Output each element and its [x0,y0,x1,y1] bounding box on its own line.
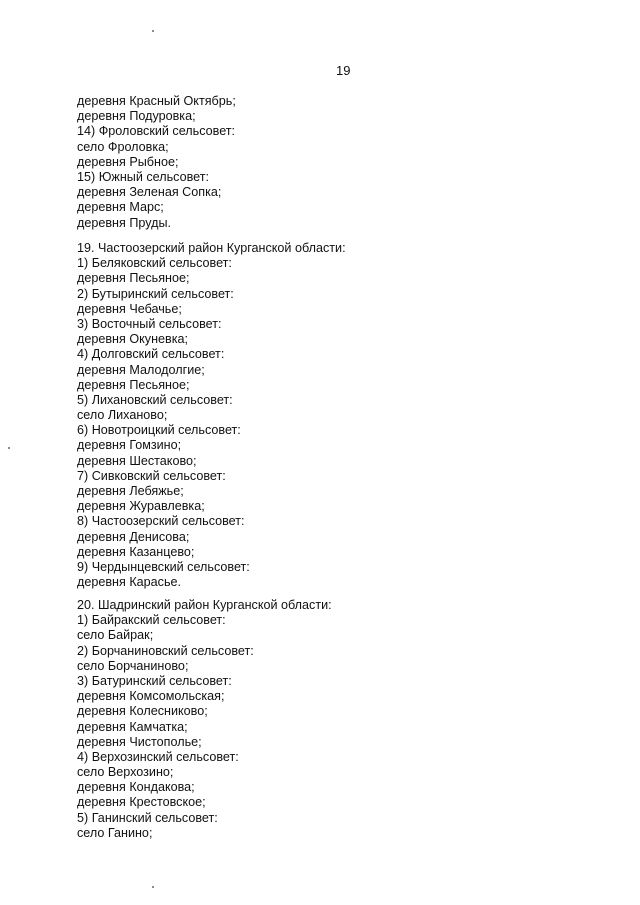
text-block-shadrinsky [77,598,332,841]
text-line: 14) Фроловский сельсовет: [77,124,236,139]
text-line: 5) Ганинский сельсовет: [77,810,218,825]
text-line: 9) Чердынцевский сельсовет: [77,559,250,574]
section-heading: 20. Шадринский район Курганской области: [77,598,332,612]
text-line: деревня Рыбное; [77,154,179,169]
text-line: 2) Бутыринский сельсовет: [77,286,234,301]
text-line: село Байрак; [77,628,154,643]
text-line: деревня Красный Октябрь; [77,94,236,108]
text-line: деревня Лебяжье; [77,484,184,498]
text-line: 4) Верхозинский сельсовет: [77,749,239,764]
text-line: деревня Песьяное; [77,377,190,392]
text-line: 3) Батуринский сельсовет: [77,673,232,688]
text-line: деревня Гомзино; [77,438,182,453]
text-line: деревня Журавлевка; [77,499,205,514]
scan-speck [8,447,10,449]
text-line: 8) Частоозерский сельсовет: [77,514,245,529]
text-line: село Верхозино; [77,765,174,780]
text-line: село Ганино; [77,825,153,840]
text-line: деревня Карасье. [77,575,182,590]
text-block-chastoozersky [77,241,346,590]
scan-speck [152,886,154,888]
text-line: 1) Беляковский сельсовет: [77,256,232,271]
text-block-continuation [77,94,236,231]
text-line: деревня Песьяное; [77,271,190,286]
text-line: деревня Пруды. [77,215,172,230]
text-line: 4) Долговский сельсовет: [77,347,225,362]
text-line: деревня Чистополье; [77,734,202,749]
text-line: 5) Лихановский сельсовет: [77,392,233,407]
text-line: деревня Малодолгие; [77,362,205,377]
text-line: деревня Казанцево; [77,544,195,559]
text-line: деревня Комсомольская; [77,689,225,704]
text-line: деревня Кондакова; [77,780,195,795]
text-line: 1) Байракский сельсовет: [77,613,226,628]
text-line: деревня Шестаково; [77,453,197,468]
scan-speck [152,30,154,32]
text-line: 2) Борчаниновский сельсовет: [77,643,254,658]
text-line: 15) Южный сельсовет: [77,169,210,184]
text-line: деревня Зеленая Сопка; [77,185,222,200]
text-line: деревня Крестовское; [77,795,206,810]
text-line: деревня Колесниково; [77,704,208,719]
text-line: деревня Окуневка; [77,332,189,347]
text-line: 3) Восточный сельсовет: [77,316,222,331]
text-line: деревня Камчатка; [77,719,188,734]
text-line: деревня Марс; [77,200,164,215]
text-line: село Лиханово; [77,408,168,423]
section-heading: 19. Частоозерский район Курганской области: [77,241,346,255]
text-line: село Борчаниново; [77,658,189,673]
text-line: 6) Новотроицкий сельсовет: [77,423,241,438]
text-line: деревня Денисова; [77,529,190,544]
text-line: деревня Подуровка; [77,109,196,124]
text-line: деревня Чебачье; [77,301,182,316]
page-number: 19 [336,63,351,78]
text-line: село Фроловка; [77,139,169,154]
text-line: 7) Сивковский сельсовет: [77,468,226,483]
